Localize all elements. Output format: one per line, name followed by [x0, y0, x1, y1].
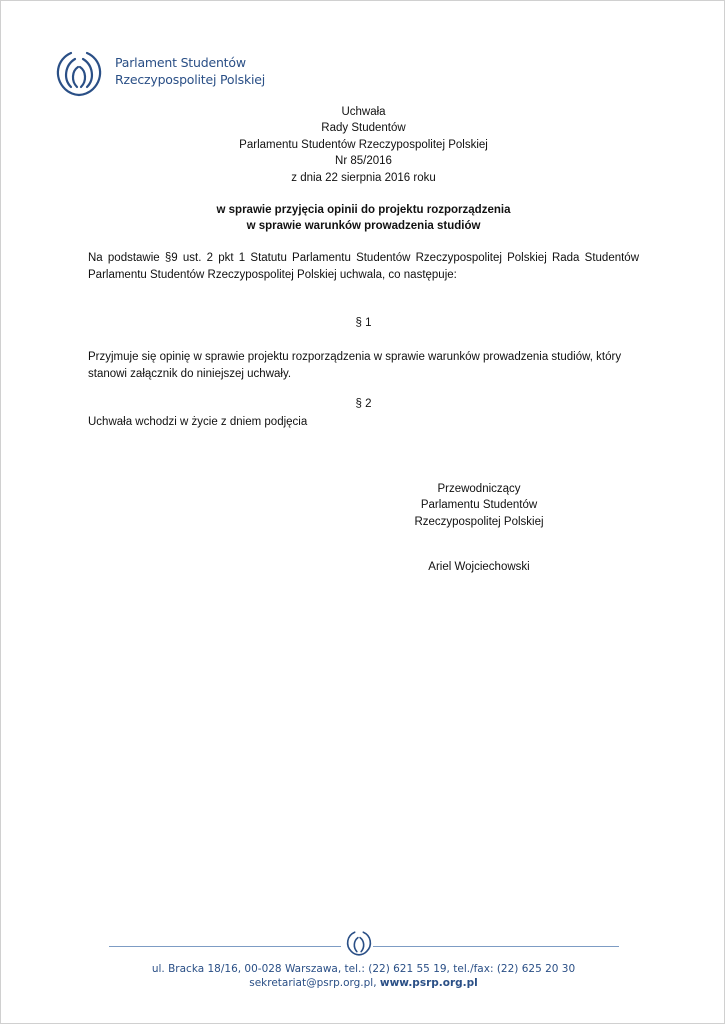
section-1-text: Przyjmuje się opinię w sprawie projektu rozporządzenia w sprawie warunków prowadzenia studiów, który stanowi załącznik do niniejszej uchwały.	[88, 351, 622, 380]
signature-title-3: Rzeczypospolitej Polskiej	[414, 515, 544, 528]
header-line-5: z dnia 22 sierpnia 2016 roku	[291, 171, 436, 184]
logo-line-1: Parlament Studentów	[115, 55, 246, 70]
footer-emblem-icon	[345, 929, 373, 957]
header-line-1: Uchwała	[341, 106, 386, 118]
intro-paragraph: Na podstawie §9 ust. 2 pkt 1 Statutu Parlamentu Studentów Rzeczypospolitej Polskiej Rada Studentów Parlamentu Studentów Rzeczypospolitej Polskiej uchwala, co następuje:	[88, 252, 639, 281]
footer-email-line	[1, 976, 725, 990]
logo	[53, 49, 266, 99]
subject-line-2: w sprawie warunków prowadzenia studiów	[246, 220, 481, 233]
section-2-text: Uchwała wchodzi w życie z dniem podjęcia	[88, 416, 308, 428]
signature-title-2: Parlamentu Studentów	[420, 499, 538, 512]
logo-line-2: Rzeczypospolitej Polskiej	[115, 72, 266, 87]
header-line-2: Rady Studentów	[321, 122, 406, 135]
signer-name: Ariel Wojciechowski	[428, 561, 530, 573]
resolution-subject	[1, 202, 725, 235]
subject-line-1: w sprawie przyjęcia opinii do projektu rozporządzenia	[216, 204, 511, 216]
signature-title-1: Przewodniczący	[437, 483, 521, 495]
header-line-4: Nr 85/2016	[335, 155, 392, 168]
footer-divider-left	[109, 946, 341, 947]
footer-divider-right	[373, 946, 619, 947]
signature-block	[381, 481, 577, 530]
header-line-3: Parlamentu Studentów Rzeczypospolitej Polskiej	[239, 138, 488, 151]
footer-email[interactable]: sekretariat@psrp.org.pl,	[249, 977, 380, 989]
psrp-emblem-icon	[53, 49, 105, 97]
resolution-header	[1, 104, 725, 186]
footer-contact	[1, 962, 725, 990]
section-2-heading: § 2	[355, 398, 372, 410]
logo-text	[115, 54, 265, 88]
footer-address: ul. Bracka 18/16, 00-028 Warszawa, tel.: (22) 621 55 19, tel./fax: (22) 625 20 30	[151, 963, 576, 975]
footer-website-link[interactable]: www.psrp.org.pl	[379, 977, 478, 989]
section-1-heading: § 1	[355, 317, 372, 329]
